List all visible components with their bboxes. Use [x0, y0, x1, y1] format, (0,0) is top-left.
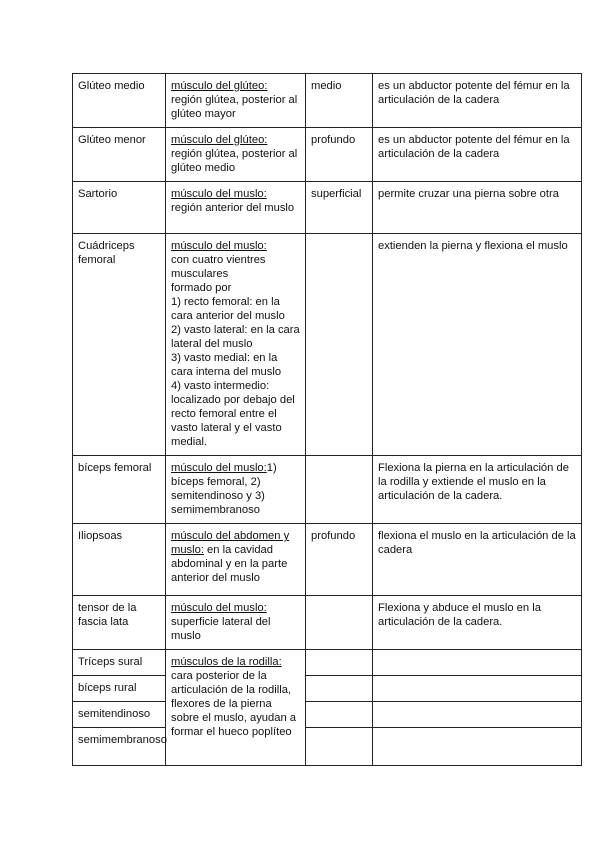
table-row: [73, 182, 582, 234]
table-row: [73, 74, 582, 128]
muscle-depth: profundo: [311, 134, 356, 146]
region-cell: [166, 128, 306, 182]
action-cell: [373, 128, 582, 182]
region-cell: [166, 74, 306, 128]
region-title: músculo del muslo:: [171, 602, 267, 614]
muscle-name-cell: [73, 702, 166, 728]
region-title: músculo del abdomen y muslo:: [171, 530, 290, 556]
depth-cell: [306, 524, 373, 596]
muscle-action: es un abductor potente del fémur en la articulación de la cadera: [378, 134, 570, 160]
depth-cell: [306, 728, 373, 766]
action-cell: [373, 74, 582, 128]
muscle-name-cell: [73, 234, 166, 456]
muscle-name: Tríceps sural: [78, 656, 143, 668]
muscle-name-cell: [73, 728, 166, 766]
region-title: músculo del glúteo:: [171, 80, 268, 92]
table-row: [73, 702, 582, 728]
action-cell: [373, 524, 582, 596]
depth-cell: [306, 702, 373, 728]
depth-cell: [306, 182, 373, 234]
region-detail: con cuatro vientres musculares formado por 1) recto femoral: en la cara anterior del muslo 2) vasto lateral: en la cara lateral del muslo 3) vasto medial: en la cara interna del muslo 4) vasto intermedio: localizado por debajo del recto femoral entre el vasto lateral y el vasto medial.: [171, 254, 300, 448]
muscle-name-cell: [73, 456, 166, 524]
table-row: [73, 456, 582, 524]
depth-cell: [306, 676, 373, 702]
muscle-action: Flexiona y abduce el muslo en la articulación de la cadera.: [378, 602, 541, 628]
muscle-table: [72, 73, 582, 766]
muscle-name-cell: [73, 182, 166, 234]
muscle-action: Flexiona la pierna en la articulación de la rodilla y extiende el muslo en la articulación de la cadera.: [378, 462, 569, 502]
muscle-action: extienden la pierna y flexiona el muslo: [378, 240, 568, 252]
muscle-action: permite cruzar una pierna sobre otra: [378, 188, 559, 200]
action-cell: [373, 728, 582, 766]
region-cell: [166, 650, 306, 766]
muscle-action: es un abductor potente del fémur en la articulación de la cadera: [378, 80, 570, 106]
table-row: [73, 596, 582, 650]
muscle-name-cell: [73, 650, 166, 676]
muscle-name-cell: [73, 74, 166, 128]
region-cell: [166, 596, 306, 650]
region-detail: región anterior del muslo: [171, 202, 295, 214]
region-detail: región glútea, posterior al glúteo medio: [171, 148, 298, 174]
region-title: músculo del muslo:: [171, 240, 267, 252]
muscle-action: flexiona el muslo en la articulación de la cadera: [378, 530, 576, 556]
muscle-name: semimembranoso: [78, 734, 167, 746]
table-row: [73, 524, 582, 596]
region-cell: [166, 524, 306, 596]
muscle-name: Cuádriceps femoral: [78, 240, 135, 266]
region-title: músculo del muslo:: [171, 462, 267, 474]
region-cell: [166, 234, 306, 456]
region-detail: superficie lateral del muslo: [171, 616, 271, 642]
table-row: [73, 128, 582, 182]
region-title: músculo del glúteo:: [171, 134, 268, 146]
muscle-depth: profundo: [311, 530, 356, 542]
table-row: [73, 676, 582, 702]
muscle-name: Glúteo menor: [78, 134, 146, 146]
action-cell: [373, 596, 582, 650]
muscle-name: Glúteo medio: [78, 80, 145, 92]
region-cell: [166, 456, 306, 524]
action-cell: [373, 182, 582, 234]
depth-cell: [306, 74, 373, 128]
muscle-name: semitendinoso: [78, 708, 151, 720]
action-cell: [373, 676, 582, 702]
table-row: [73, 650, 582, 676]
muscle-name: Iliopsoas: [78, 530, 123, 542]
muscle-name: bíceps femoral: [78, 462, 152, 474]
table-row: [73, 234, 582, 456]
muscle-name-cell: [73, 128, 166, 182]
region-detail: cara posterior de la articulación de la rodilla, flexores de la pierna sobre el muslo, ayudan a formar el hueco poplíteo: [171, 670, 297, 738]
muscle-name: bíceps rural: [78, 682, 137, 694]
depth-cell: [306, 596, 373, 650]
muscle-name-cell: [73, 524, 166, 596]
depth-cell: [306, 234, 373, 456]
region-detail: 1) bíceps femoral, 2) semitendinoso y 3) semimembranoso: [171, 462, 277, 516]
region-title: músculo del muslo:: [171, 188, 267, 200]
region-title: músculos de la rodilla:: [171, 656, 282, 668]
action-cell: [373, 456, 582, 524]
muscle-name-cell: [73, 596, 166, 650]
action-cell: [373, 234, 582, 456]
depth-cell: [306, 456, 373, 524]
muscle-name: Sartorio: [78, 188, 118, 200]
region-detail: en la cavidad abdominal y en la parte anterior del muslo: [171, 544, 288, 584]
muscle-depth: superficial: [311, 188, 362, 200]
muscle-name: tensor de la fascia lata: [78, 602, 137, 628]
table-row: [73, 728, 582, 766]
muscle-depth: medio: [311, 80, 342, 92]
muscle-name-cell: [73, 676, 166, 702]
action-cell: [373, 650, 582, 676]
region-cell: [166, 182, 306, 234]
depth-cell: [306, 128, 373, 182]
region-detail: región glútea, posterior al glúteo mayor: [171, 94, 298, 120]
action-cell: [373, 702, 582, 728]
depth-cell: [306, 650, 373, 676]
